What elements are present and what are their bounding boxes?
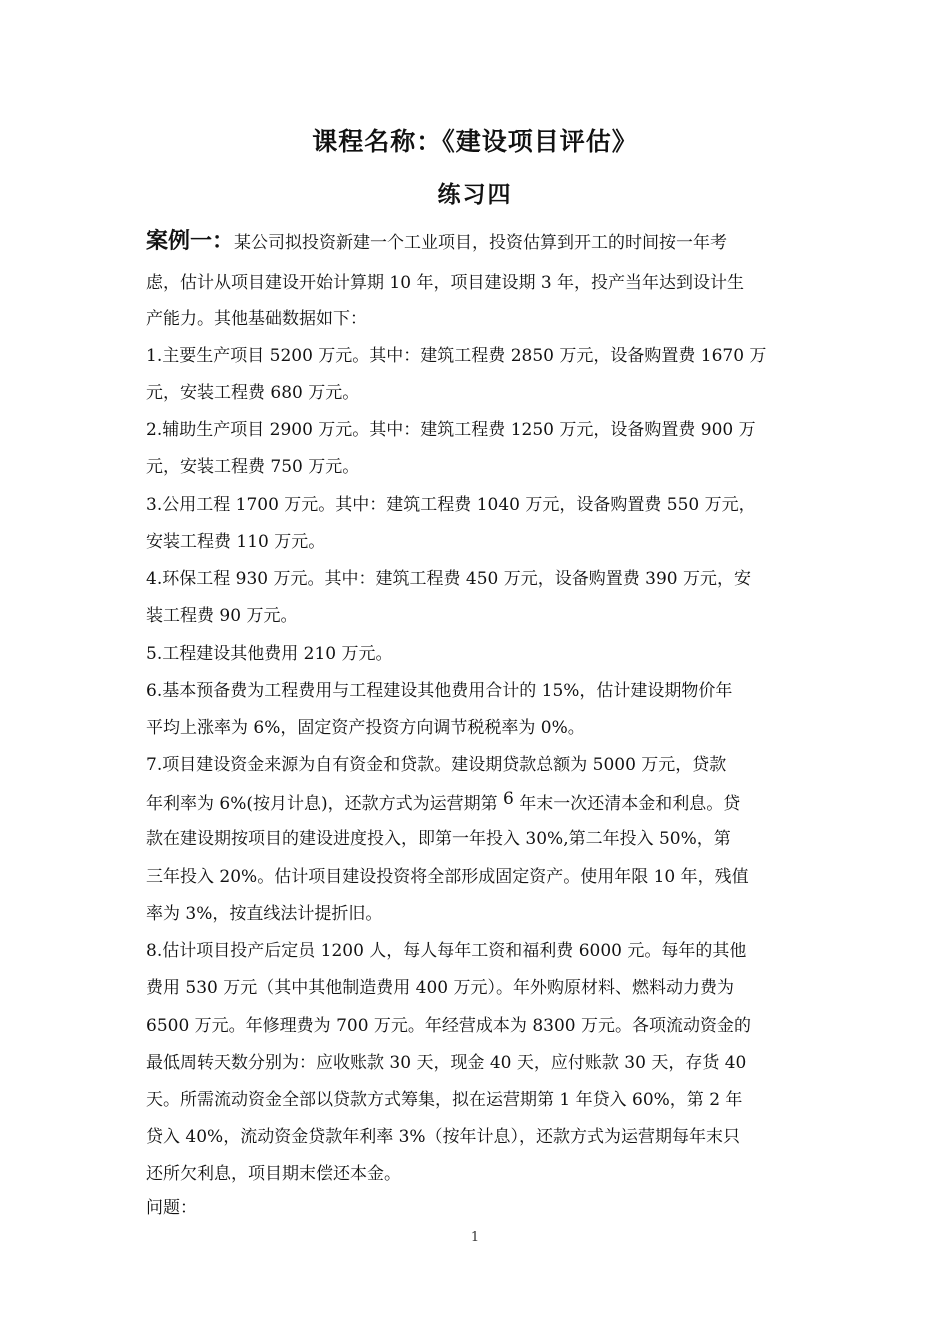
item-2-line: 2.辅助生产项目 2900 万元。其中：建筑工程费 1250 万元，设备购置费 900 万 [146, 420, 756, 440]
body-text: 年利率为 6%(按月计息)，还款方式为运营期第 [146, 794, 498, 814]
body-line: 装工程费 90 万元。 [146, 606, 298, 626]
item-4-line: 4.环保工程 930 万元。其中：建筑工程费 450 万元，设备购置费 390 万元，安 [146, 569, 751, 589]
body-line: 平均上涨率为 6%，固定资产投资方向调节税税率为 0%。 [146, 718, 585, 738]
body-line: 贷入 40%，流动资金贷款年利率 3%（按年计息），还款方式为运营期每年末只 [146, 1127, 741, 1147]
item-8-line: 8.估计项目投产后定员 1200 人，每人每年工资和福利费 6000 元。每年的其他 [146, 941, 747, 961]
questions-heading: 问题： [146, 1198, 197, 1218]
body-line: 安装工程费 110 万元。 [146, 532, 326, 552]
body-line: 元，安装工程费 680 万元。 [146, 383, 360, 403]
body-text: 某公司拟投资新建一个工业项目，投资估算到开工的时间按一年考 [234, 233, 728, 253]
course-title: 课程名称：《建设项目评估》 [312, 127, 638, 156]
year-number: 6 [503, 789, 514, 809]
page-number: 1 [470, 1230, 480, 1245]
body-line: 6500 万元。年修理费为 700 万元。年经营成本为 8300 万元。各项流动资金的 [146, 1016, 751, 1036]
case-intro-line [146, 230, 846, 255]
body-line: 率为 3%，按直线法计提折旧。 [146, 904, 383, 924]
body-line: 款在建设期按项目的建设进度投入，即第一年投入 30%,第二年投入 50%，第 [146, 829, 731, 849]
body-line: 产能力。其他基础数据如下： [146, 309, 367, 329]
body-line: 费用 530 万元（其中其他制造费用 400 万元）。年外购原材料、燃料动力费为 [146, 978, 735, 998]
item-5-line: 5.工程建设其他费用 210 万元。 [146, 644, 393, 664]
item-6-line: 6.基本预备费为工程费用与工程建设其他费用合计的 15%，估计建设期物价年 [146, 681, 733, 701]
item-7-line: 7.项目建设资金来源为自有资金和贷款。建设期贷款总额为 5000 万元，贷款 [146, 755, 727, 775]
item-1-line: 1.主要生产项目 5200 万元。其中：建筑工程费 2850 万元，设备购置费 1670 万 [146, 346, 767, 366]
body-line: 虑，估计从项目建设开始计算期 10 年，项目建设期 3 年，投产当年达到设计生 [146, 273, 745, 293]
body-line: 三年投入 20%。估计项目建设投资将全部形成固定资产。使用年限 10 年，残值 [146, 867, 749, 887]
exercise-title: 练习四 [437, 182, 513, 208]
body-line: 天。所需流动资金全部以贷款方式筹集，拟在运营期第 1 年贷入 60%，第 2 年 [146, 1090, 743, 1110]
body-line: 元，安装工程费 750 万元。 [146, 457, 360, 477]
body-text: 年末一次还清本金和利息。贷 [519, 794, 741, 814]
item-3-line: 3.公用工程 1700 万元。其中：建筑工程费 1040 万元，设备购置费 550 万元， [146, 495, 756, 515]
case-label: 案例一： [146, 229, 235, 254]
body-line: 还所欠利息，项目期末偿还本金。 [146, 1164, 401, 1184]
body-line [146, 789, 846, 816]
body-line: 最低周转天数分别为：应收账款 30 天，现金 40 天，应付账款 30 天，存货 40 [146, 1053, 747, 1073]
